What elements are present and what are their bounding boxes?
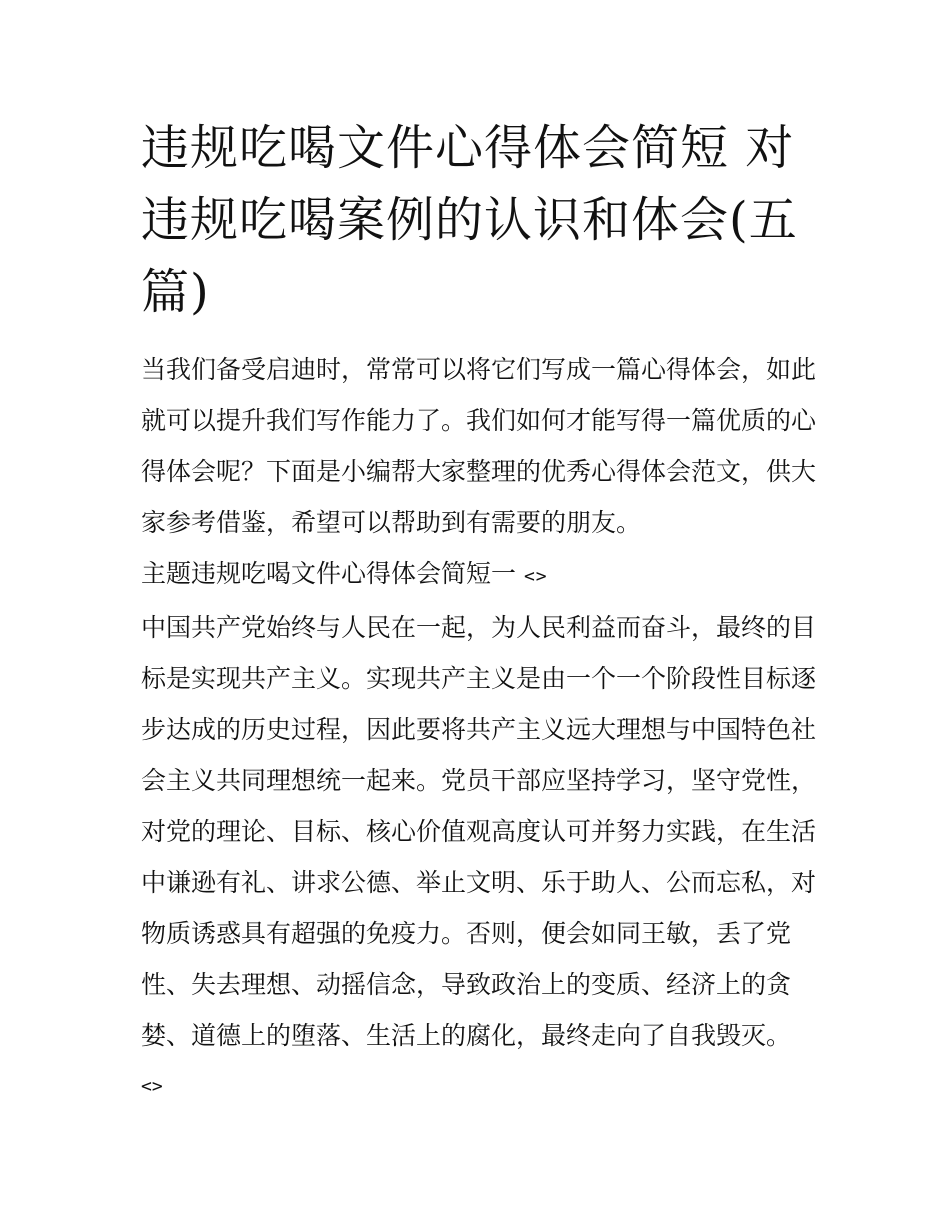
document-content xyxy=(141,112,816,1112)
section-heading xyxy=(141,548,816,602)
trailing-marker: <> xyxy=(141,1076,163,1097)
body-paragraph: 中国共产党始终与人民在一起，为人民利益而奋斗，最终的目标是实现共产主义。实现共产主义是由一个一个阶段性目标逐步达成的历史过程，因此要将共产主义远大理想与中国特色社会主义共同理想统一起来。党员干部应坚持学习，坚守党性，对党的理论、目标、核心价值观高度认可并努力实践，在生活中谦逊有礼、讲求公德、举止文明、乐于助人、公而忘私，对物质诱惑具有超强的免疫力。否则，便会如同王敏，丢了党性、失去理想、动摇信念，导致政治上的变质、经济上的贪婪、道德上的堕落、生活上的腐化，最终走向了自我毁灭。 xyxy=(141,613,817,1050)
intro-paragraph: 当我们备受启迪时，常常可以将它们写成一篇心得体会，如此就可以提升我们写作能力了。我们如何才能写得一篇优质的心得体会呢？下面是小编帮大家整理的优秀心得体会范文，供大家参考借鉴，希望可以帮助到有需要的朋友。 xyxy=(141,355,817,537)
section-heading-text: 主题违规吃喝文件心得体会简短一 xyxy=(141,559,517,588)
document-title: 违规吃喝文件心得体会简短 对违规吃喝案例的认识和体会(五篇) xyxy=(141,120,798,320)
section-marker: <> xyxy=(523,566,548,587)
